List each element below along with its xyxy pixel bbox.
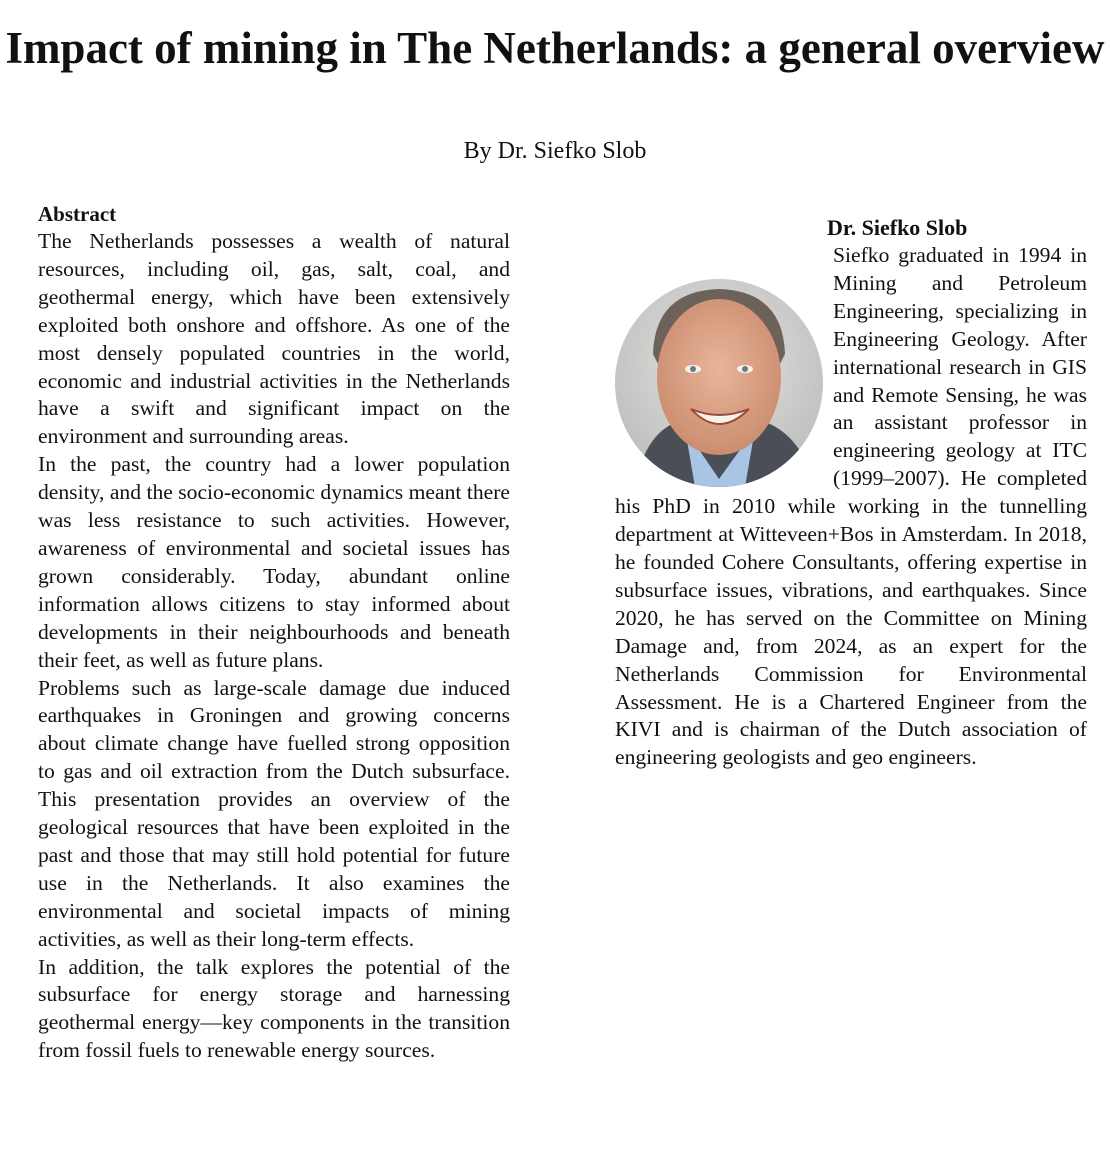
abstract-section bbox=[38, 200, 510, 1065]
abstract-paragraph: The Netherlands possesses a wealth of natural resources, including oil, gas, salt, coal, and geothermal energy, which have been extensively exploited both onshore and offshore. As one of the most densely populated countries in the world, economic and industrial activities in the Netherlands have a swift and significant impact on the environment and surrounding areas. bbox=[38, 229, 510, 449]
document-title: Impact of mining in The Netherlands: a general overview bbox=[5, 23, 1105, 73]
abstract-heading: Abstract bbox=[38, 202, 117, 226]
portrait-photo bbox=[615, 279, 823, 487]
bio-heading: Dr. Siefko Slob bbox=[827, 215, 968, 240]
portrait-photo-icon bbox=[615, 279, 823, 487]
abstract-paragraph: Problems such as large-scale damage due induced earthquakes in Groningen and growing concerns about climate change have fuelled strong opposition to gas and oil extraction from the Dutch subsurface. This presentation provides an overview of the geological resources that have been exploited in the past and those that may still hold potential for future use in the Netherlands. It also examines the environmental and societal impacts of mining activities, as well as their long-term effects. bbox=[38, 675, 510, 951]
abstract-paragraph: In addition, the talk explores the potential of the subsurface for energy storage and harnessing geothermal energy—key components in the transition from fossil fuels to renewable energy sources. bbox=[38, 954, 510, 1063]
bio-text: Siefko graduated in 1994 in Mining and Petroleum Engineering, specializing in Engineering Geology. After international research in GIS and Remote Sensing, he was an assistant professor in engineering geology at ITC (1999–2007). He completed his PhD in 2010 while working in the tunnelling department at Witteveen+Bos in Amsterdam. In 2018, he founded Cohere Consultants, offering expertise in subsurface issues, vibrations, and earthquakes. Since 2020, he has served on the Committee on Mining Damage and, from 2024, as an expert for the Netherlands Commission for Environmental Assessment. He is a Chartered Engineer from the KIVI and is chairman of the Dutch association of engineering geologists and geo engineers. bbox=[615, 243, 1087, 770]
abstract-paragraph: In the past, the country had a lower population density, and the socio-economic dynamics meant there was less resistance to such activities. However, awareness of environmental and societal issues has grown considerably. Today, abundant online information allows citizens to stay informed about developments in their neighbourhoods and beneath their feet, as well as future plans. bbox=[38, 452, 510, 672]
author-byline: By Dr. Siefko Slob bbox=[463, 138, 647, 164]
bio-section bbox=[615, 214, 1087, 772]
